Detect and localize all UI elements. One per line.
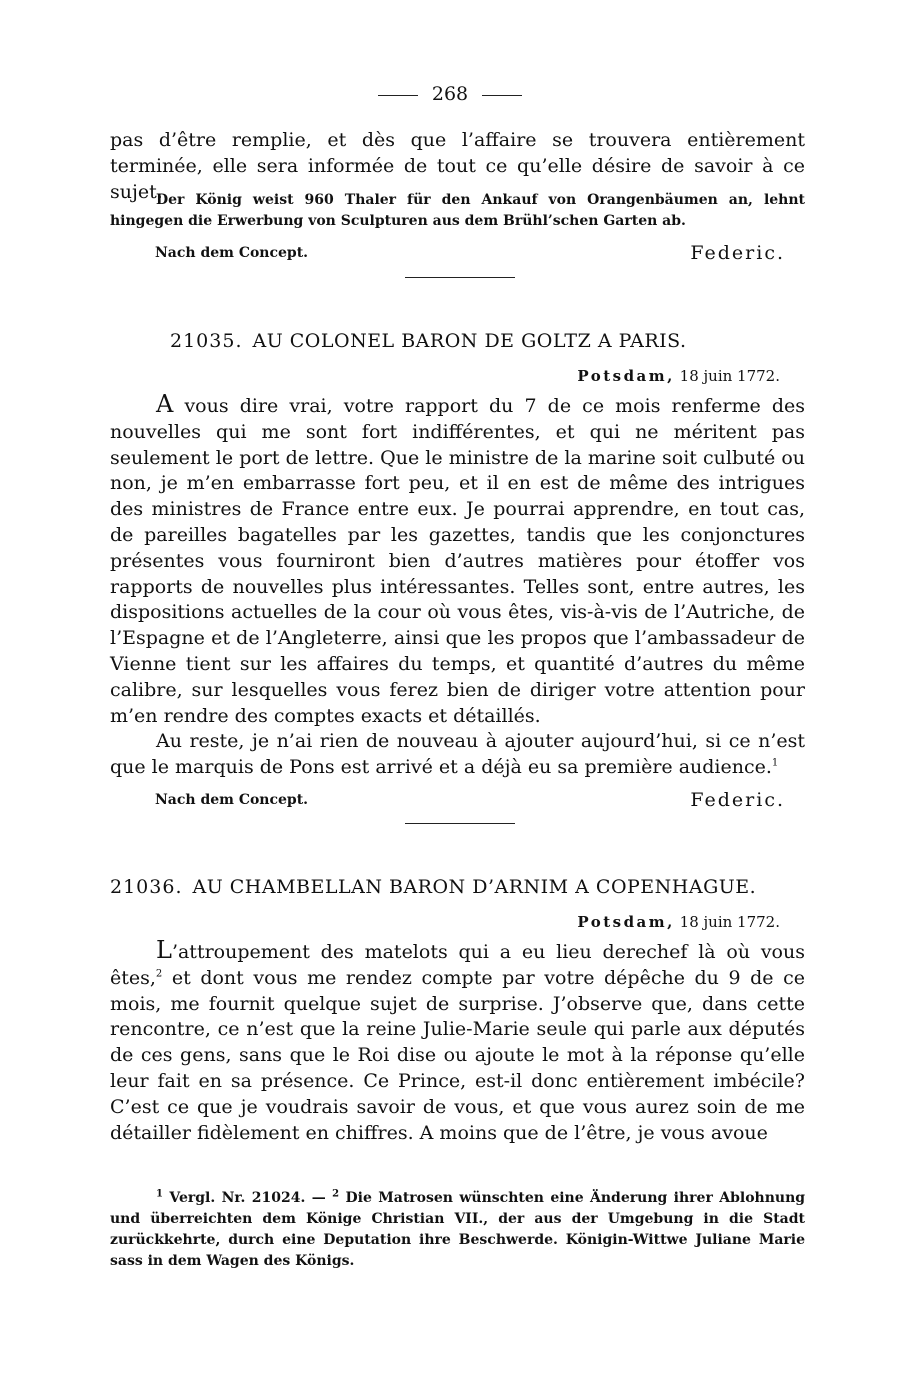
- dateline-21036: [110, 912, 780, 932]
- footnote-text: Die Matrosen wünschten eine Änderung ihrer Ablohnung und überreichten dem Könige Christian VII., der aus der Umgebung in die Stadt zurückkehrte, durch eine Deputation ihre Beschwerde. Königin-Wittwe Juliane Marie sass in dem Wagen des Königs.: [110, 1190, 806, 1269]
- letter-title: AU COLONEL BARON DE GOLTZ A PARIS.: [252, 330, 687, 352]
- body-paragraph: [110, 729, 805, 781]
- letter-number: 21035.: [170, 330, 243, 352]
- letter-heading-21036: [110, 875, 805, 899]
- footnote-paragraph: [110, 1188, 805, 1272]
- summary-text: Der König weist 960 Thaler für den Ankauf von Orangenbäumen an, lehnt hingegen die Erwerbung von Sculpturen aus dem Brühl’schen Garten ab.: [110, 192, 805, 229]
- header-dash-left: [378, 95, 418, 96]
- drop-cap: L: [156, 936, 172, 964]
- header-dash-right: [482, 95, 522, 96]
- source-note: Nach dem Concept.: [155, 792, 309, 808]
- signature: Federic.: [690, 242, 785, 264]
- paragraph-text: ’attroupement des matelots qui a eu lieu derechef là où vous êtes,: [110, 941, 805, 989]
- footnote-reference: 1: [771, 757, 779, 769]
- signature-line-2: [155, 789, 785, 811]
- footnote-text: Vergl. Nr. 21024. —: [169, 1190, 326, 1206]
- dateline-date: 18 juin 1772.: [679, 367, 780, 385]
- page-number: 268: [431, 83, 469, 105]
- dateline-place: Potsdam,: [577, 913, 675, 931]
- section-divider: [405, 823, 515, 824]
- letter-body-21036: [110, 938, 805, 1146]
- dateline-place: Potsdam,: [577, 367, 675, 385]
- body-paragraph: [110, 938, 805, 1146]
- signature: Federic.: [690, 789, 785, 811]
- summary-block: [110, 190, 805, 232]
- footnote-marker: 1: [156, 1188, 163, 1200]
- paragraph-text: et dont vous me rendez compte par votre dépêche du 9 de ce mois, me fournit quelque sujet de surprise. J’observe que, dans cette rencontre, ce n’est que la reine Julie-Marie seule qui parle aux députés de ces gens, sans que le Roi dise ou ajoute le mot à la réponse qu’elle leur fait en sa présence. Ce Prince, est-il donc entièrement imbécile? C’est ce que je voudrais savoir de vous, et que vous aurez soin de me détailler fidèlement en chiffres. A moins que de l’être, je vous avoue: [110, 966, 805, 1144]
- continuation-text: pas d’être remplie, et dès que l’affaire se trouvera entièrement terminée, elle sera informée de tout ce qu’elle désire de savoir à ce sujet.: [110, 129, 805, 203]
- footnote-marker: 2: [332, 1188, 340, 1200]
- footnote-reference: 2: [155, 968, 163, 980]
- source-note: Nach dem Concept.: [155, 245, 309, 261]
- body-paragraph: [110, 392, 805, 729]
- page-header: [0, 82, 900, 106]
- letter-number: 21036.: [110, 876, 183, 898]
- paragraph-text: vous dire vrai, votre rapport du 7 de ce mois renferme des nouvelles qui me sont fort indifférentes, et qui ne méritent pas seulement le port de lettre. Que le ministre de la marine soit culbuté ou non, je m’en embarrasse fort peu, et il en est de même des intrigues des ministres de France entre eux. Je pourrai apprendre, en tout cas, de pareilles bagatelles par les gazettes, tandis que les conjonctures présentes vous fourniront bien d’autres matières pour étoffer vos rapports de nouvelles plus intéressantes. Telles sont, entre autres, les dispositions actuelles de la cour où vous êtes, vis-à-vis de l’Autriche, de l’Espagne et de l’Angleterre, ainsi que les propos que l’ambassadeur de Vienne tient sur les affaires du temps, et quantité d’autres du même calibre, sur lesquelles vous ferez bien de diriger votre attention pour m’en rendre des comptes exacts et détaillés.: [110, 395, 805, 727]
- paragraph-text: Au reste, je n’ai rien de nouveau à ajouter aujourd’hui, si ce n’est que le marquis de Pons est arrivé et a déjà eu sa première audience.: [110, 730, 805, 779]
- signature-line-1: [155, 242, 785, 264]
- letter-heading-21035: [170, 329, 810, 353]
- footnotes: [110, 1188, 805, 1272]
- dateline-date: 18 juin 1772.: [679, 913, 780, 931]
- drop-cap: A: [156, 390, 174, 418]
- dateline-21035: [110, 366, 780, 386]
- letter-title: AU CHAMBELLAN BARON D’ARNIM A COPENHAGUE.: [192, 876, 757, 898]
- section-divider: [405, 277, 515, 278]
- letter-body-21035: [110, 392, 805, 781]
